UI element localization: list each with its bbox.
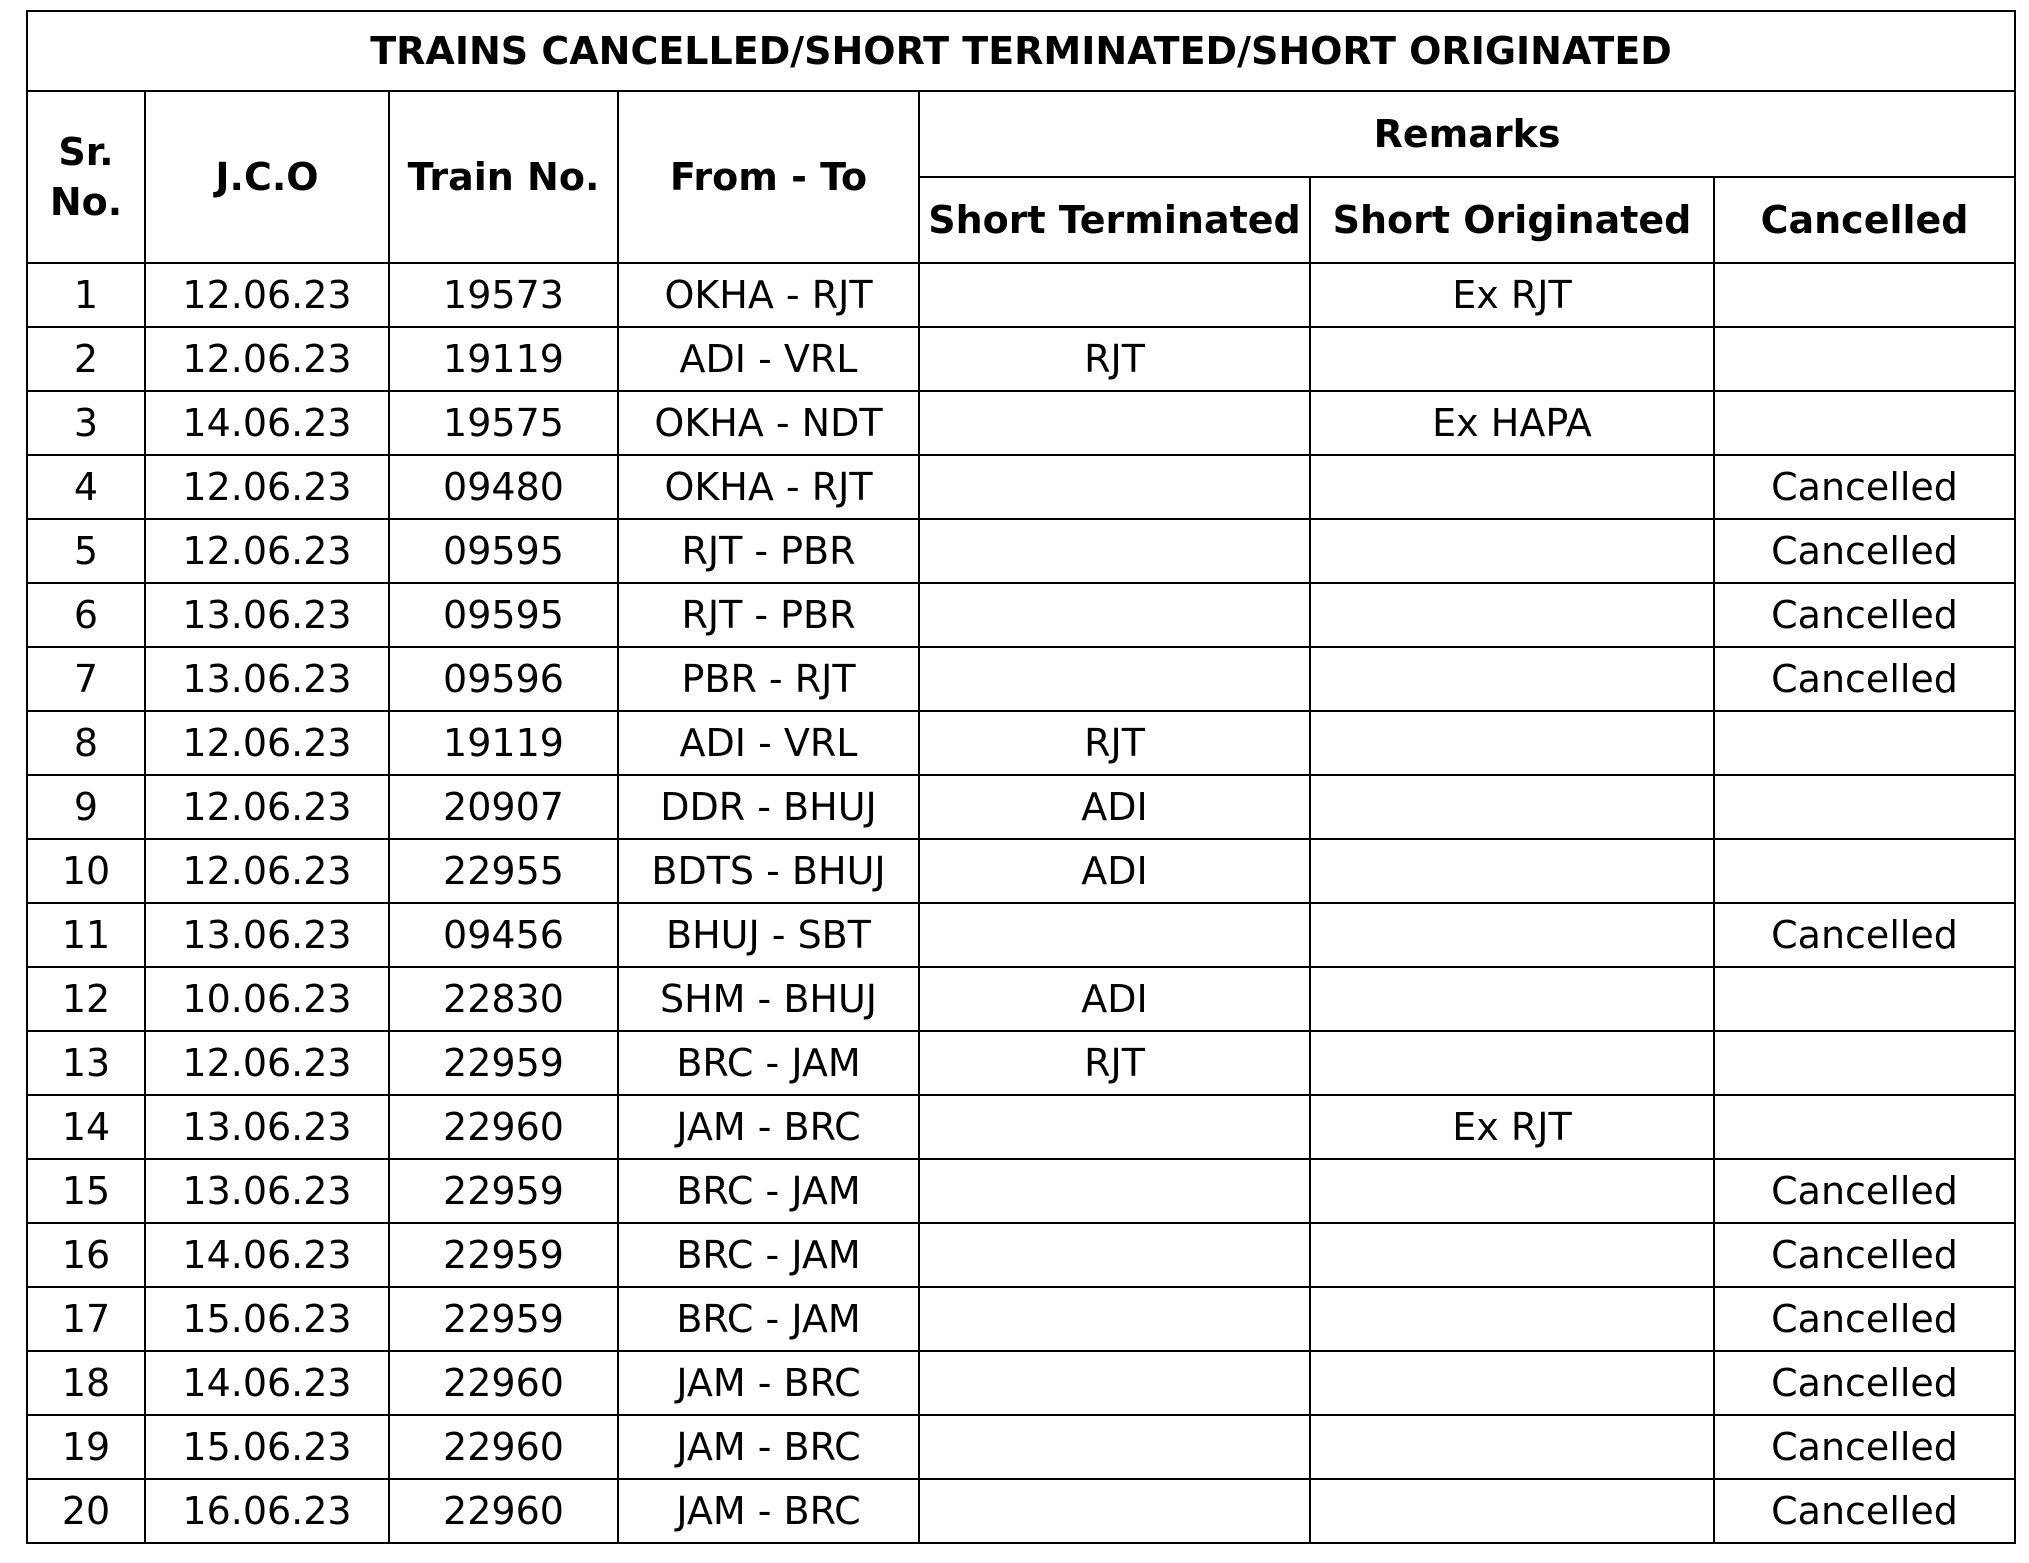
cell-short-terminated: ADI	[919, 775, 1310, 839]
cell-short-originated	[1310, 327, 1714, 391]
cell-cancelled: Cancelled	[1714, 647, 2015, 711]
cell-from-to: BHUJ - SBT	[618, 903, 919, 967]
table-row	[27, 327, 2015, 391]
cell-train-no: 22959	[389, 1223, 618, 1287]
cell-train-no: 09456	[389, 903, 618, 967]
cell-from-to: JAM - BRC	[618, 1095, 919, 1159]
cell-cancelled	[1714, 775, 2015, 839]
cell-sr-no: 8	[27, 711, 145, 775]
table-row	[27, 1479, 2015, 1543]
cell-train-no: 19119	[389, 327, 618, 391]
cell-short-originated	[1310, 1479, 1714, 1543]
cell-short-terminated	[919, 583, 1310, 647]
cell-sr-no: 1	[27, 263, 145, 327]
cell-from-to: BDTS - BHUJ	[618, 839, 919, 903]
cell-short-originated: Ex RJT	[1310, 1095, 1714, 1159]
table-body	[27, 263, 2015, 1543]
cell-sr-no: 18	[27, 1351, 145, 1415]
cell-short-originated	[1310, 583, 1714, 647]
cell-sr-no: 14	[27, 1095, 145, 1159]
cell-short-terminated	[919, 519, 1310, 583]
cell-jco: 13.06.23	[145, 903, 389, 967]
cell-jco: 12.06.23	[145, 711, 389, 775]
cell-short-terminated	[919, 1159, 1310, 1223]
cell-short-terminated	[919, 1351, 1310, 1415]
cell-cancelled: Cancelled	[1714, 583, 2015, 647]
cell-from-to: JAM - BRC	[618, 1415, 919, 1479]
cell-train-no: 09480	[389, 455, 618, 519]
cell-jco: 14.06.23	[145, 391, 389, 455]
table-row	[27, 455, 2015, 519]
cell-cancelled: Cancelled	[1714, 1159, 2015, 1223]
cell-short-originated	[1310, 967, 1714, 1031]
cell-cancelled	[1714, 1031, 2015, 1095]
cell-train-no: 09596	[389, 647, 618, 711]
cell-train-no: 22830	[389, 967, 618, 1031]
cell-train-no: 19119	[389, 711, 618, 775]
cell-short-originated	[1310, 775, 1714, 839]
cell-jco: 15.06.23	[145, 1287, 389, 1351]
cell-sr-no: 20	[27, 1479, 145, 1543]
cell-short-originated	[1310, 647, 1714, 711]
cell-train-no: 19573	[389, 263, 618, 327]
table-row	[27, 903, 2015, 967]
cell-from-to: OKHA - NDT	[618, 391, 919, 455]
cell-short-originated: Ex RJT	[1310, 263, 1714, 327]
cell-short-terminated	[919, 1287, 1310, 1351]
cell-sr-no: 5	[27, 519, 145, 583]
cell-cancelled: Cancelled	[1714, 903, 2015, 967]
cell-cancelled	[1714, 1095, 2015, 1159]
table-row	[27, 775, 2015, 839]
cell-train-no: 20907	[389, 775, 618, 839]
cell-from-to: RJT - PBR	[618, 583, 919, 647]
cell-cancelled: Cancelled	[1714, 1415, 2015, 1479]
header-jco: J.C.O	[145, 91, 389, 263]
cell-short-originated	[1310, 1159, 1714, 1223]
cell-cancelled: Cancelled	[1714, 519, 2015, 583]
cell-train-no: 09595	[389, 519, 618, 583]
cell-sr-no: 4	[27, 455, 145, 519]
cell-jco: 12.06.23	[145, 519, 389, 583]
table-row	[27, 1031, 2015, 1095]
cell-sr-no: 7	[27, 647, 145, 711]
cell-from-to: ADI - VRL	[618, 711, 919, 775]
table-row	[27, 647, 2015, 711]
cell-sr-no: 15	[27, 1159, 145, 1223]
cell-short-originated	[1310, 519, 1714, 583]
cell-sr-no: 17	[27, 1287, 145, 1351]
cell-from-to: BRC - JAM	[618, 1287, 919, 1351]
cell-short-terminated	[919, 391, 1310, 455]
table-row	[27, 711, 2015, 775]
cell-from-to: ADI - VRL	[618, 327, 919, 391]
header-from-to: From - To	[618, 91, 919, 263]
cell-short-terminated	[919, 263, 1310, 327]
table-row	[27, 583, 2015, 647]
table-row	[27, 263, 2015, 327]
cell-cancelled: Cancelled	[1714, 455, 2015, 519]
cell-jco: 16.06.23	[145, 1479, 389, 1543]
cell-cancelled: Cancelled	[1714, 1479, 2015, 1543]
cell-cancelled	[1714, 711, 2015, 775]
table-row	[27, 839, 2015, 903]
table-title: TRAINS CANCELLED/SHORT TERMINATED/SHORT ORIGINATED	[27, 11, 2015, 91]
cell-short-originated	[1310, 903, 1714, 967]
cell-short-originated	[1310, 711, 1714, 775]
cell-short-terminated: RJT	[919, 327, 1310, 391]
cell-jco: 13.06.23	[145, 1095, 389, 1159]
header-short-originated: Short Originated	[1310, 177, 1714, 263]
cell-jco: 14.06.23	[145, 1351, 389, 1415]
cell-from-to: SHM - BHUJ	[618, 967, 919, 1031]
cell-jco: 10.06.23	[145, 967, 389, 1031]
cell-train-no: 22960	[389, 1415, 618, 1479]
cell-from-to: BRC - JAM	[618, 1159, 919, 1223]
cell-sr-no: 3	[27, 391, 145, 455]
cell-sr-no: 11	[27, 903, 145, 967]
cell-short-originated	[1310, 1415, 1714, 1479]
cell-from-to: RJT - PBR	[618, 519, 919, 583]
cell-short-terminated	[919, 455, 1310, 519]
cell-jco: 13.06.23	[145, 1159, 389, 1223]
cell-jco: 13.06.23	[145, 647, 389, 711]
cell-from-to: OKHA - RJT	[618, 263, 919, 327]
cell-from-to: JAM - BRC	[618, 1479, 919, 1543]
cell-jco: 12.06.23	[145, 839, 389, 903]
cell-train-no: 22960	[389, 1095, 618, 1159]
header-sr-no: Sr. No.	[27, 91, 145, 263]
trains-table	[26, 10, 2016, 1544]
cell-short-originated	[1310, 1223, 1714, 1287]
cell-train-no: 19575	[389, 391, 618, 455]
cell-short-originated	[1310, 839, 1714, 903]
cell-sr-no: 2	[27, 327, 145, 391]
cell-train-no: 22960	[389, 1351, 618, 1415]
cell-sr-no: 13	[27, 1031, 145, 1095]
cell-cancelled	[1714, 327, 2015, 391]
cell-short-originated	[1310, 1351, 1714, 1415]
table-row	[27, 1415, 2015, 1479]
cell-jco: 14.06.23	[145, 1223, 389, 1287]
cell-short-terminated	[919, 1223, 1310, 1287]
cell-sr-no: 9	[27, 775, 145, 839]
cell-sr-no: 10	[27, 839, 145, 903]
table-row	[27, 391, 2015, 455]
cell-jco: 12.06.23	[145, 455, 389, 519]
table-row	[27, 519, 2015, 583]
header-remarks: Remarks	[919, 91, 2015, 177]
cell-cancelled	[1714, 263, 2015, 327]
cell-cancelled	[1714, 967, 2015, 1031]
table-row	[27, 1159, 2015, 1223]
cell-from-to: BRC - JAM	[618, 1031, 919, 1095]
cell-sr-no: 6	[27, 583, 145, 647]
cell-jco: 12.06.23	[145, 1031, 389, 1095]
cell-short-terminated: RJT	[919, 1031, 1310, 1095]
cell-cancelled	[1714, 839, 2015, 903]
table-row	[27, 967, 2015, 1031]
cell-from-to: JAM - BRC	[618, 1351, 919, 1415]
cell-cancelled: Cancelled	[1714, 1351, 2015, 1415]
table-row	[27, 1287, 2015, 1351]
cell-from-to: DDR - BHUJ	[618, 775, 919, 839]
cell-short-originated	[1310, 1031, 1714, 1095]
cell-train-no: 22955	[389, 839, 618, 903]
cell-from-to: PBR - RJT	[618, 647, 919, 711]
cell-jco: 12.06.23	[145, 775, 389, 839]
cell-short-terminated: ADI	[919, 967, 1310, 1031]
cell-train-no: 22959	[389, 1287, 618, 1351]
cell-short-originated: Ex HAPA	[1310, 391, 1714, 455]
header-train-no: Train No.	[389, 91, 618, 263]
cell-jco: 12.06.23	[145, 327, 389, 391]
cell-train-no: 09595	[389, 583, 618, 647]
cell-jco: 13.06.23	[145, 583, 389, 647]
table-row	[27, 1095, 2015, 1159]
cell-short-terminated	[919, 1095, 1310, 1159]
cell-short-terminated: RJT	[919, 711, 1310, 775]
cell-cancelled	[1714, 391, 2015, 455]
header-short-terminated: Short Terminated	[919, 177, 1310, 263]
table-row	[27, 1351, 2015, 1415]
cell-cancelled: Cancelled	[1714, 1287, 2015, 1351]
cell-short-originated	[1310, 1287, 1714, 1351]
cell-train-no: 22959	[389, 1031, 618, 1095]
cell-cancelled: Cancelled	[1714, 1223, 2015, 1287]
cell-short-terminated: ADI	[919, 839, 1310, 903]
cell-from-to: OKHA - RJT	[618, 455, 919, 519]
cell-from-to: BRC - JAM	[618, 1223, 919, 1287]
cell-train-no: 22960	[389, 1479, 618, 1543]
cell-jco: 15.06.23	[145, 1415, 389, 1479]
table-row	[27, 1223, 2015, 1287]
cell-sr-no: 12	[27, 967, 145, 1031]
cell-jco: 12.06.23	[145, 263, 389, 327]
cell-train-no: 22959	[389, 1159, 618, 1223]
cell-short-terminated	[919, 647, 1310, 711]
cell-short-terminated	[919, 903, 1310, 967]
cell-short-originated	[1310, 455, 1714, 519]
header-cancelled: Cancelled	[1714, 177, 2015, 263]
cell-sr-no: 16	[27, 1223, 145, 1287]
cell-sr-no: 19	[27, 1415, 145, 1479]
cell-short-terminated	[919, 1479, 1310, 1543]
cell-short-terminated	[919, 1415, 1310, 1479]
